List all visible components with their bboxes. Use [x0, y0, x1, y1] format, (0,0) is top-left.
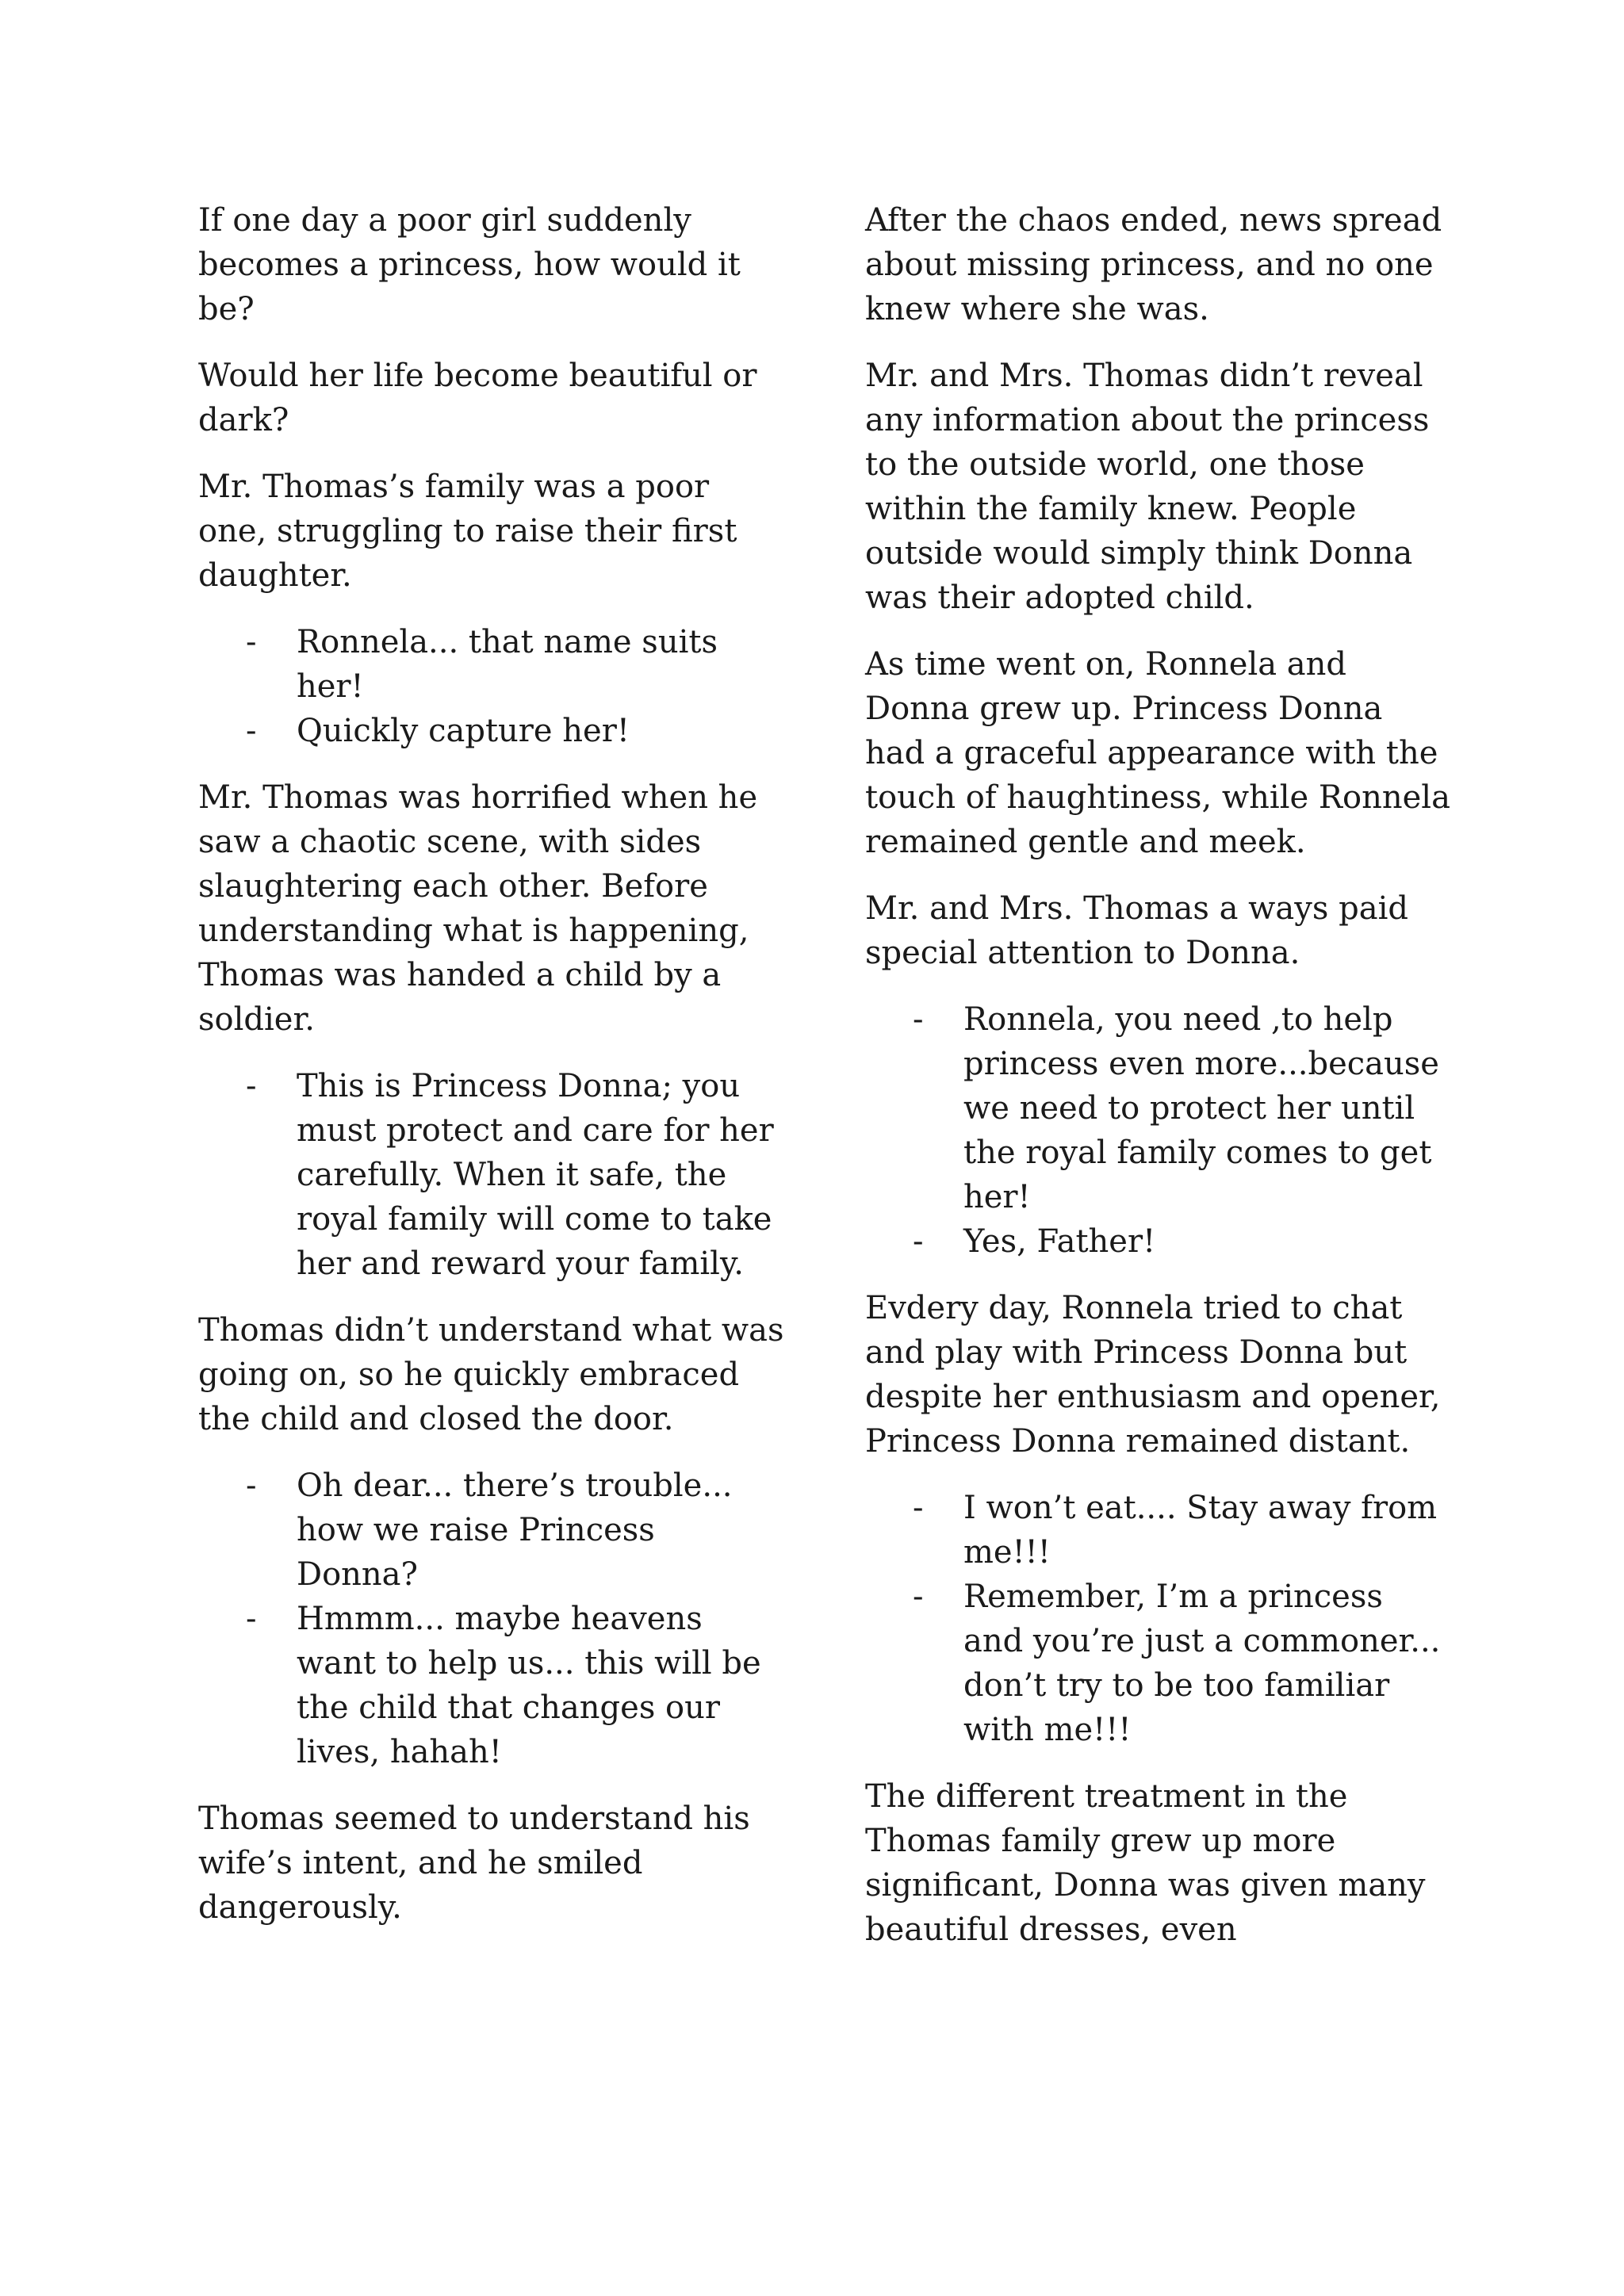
dialogue-text: Ronnela, you need ,to help princess even more...because we need to protect her until the royal family comes to get her! — [963, 1001, 1439, 1215]
dialogue-line — [865, 997, 1452, 1219]
dialogue-text: Remember, I’m a princess and you’re just a commoner... don’t try to be too familiar with me!!! — [963, 1578, 1441, 1748]
dialogue-line — [198, 620, 785, 709]
paragraph: The different treatment in the Thomas family grew up more significant, Donna was given many beautiful dresses, even — [865, 1778, 1426, 1948]
dash-bullet: - — [913, 1001, 924, 1038]
dialogue-list — [865, 1486, 1452, 1752]
dialogue-line — [198, 1597, 785, 1774]
dialogue-line — [198, 709, 785, 753]
paragraph: Would her life become beautiful or dark? — [198, 358, 757, 438]
dialogue-text: Hmmm... maybe heavens want to help us... this will be the child that changes our lives, hahah! — [297, 1601, 761, 1770]
dash-bullet: - — [913, 1223, 924, 1260]
paragraph: Thomas didn’t understand what was going on, so he quickly embraced the child and closed the door. — [198, 1312, 784, 1437]
dialogue-text: Ronnela... that name suits her! — [297, 624, 718, 705]
dialogue-list — [198, 620, 785, 753]
dialogue-line — [865, 1486, 1452, 1575]
dialogue-list — [865, 997, 1452, 1264]
dialogue-text: Oh dear... there’s trouble... how we raise Princess Donna? — [297, 1468, 733, 1593]
dash-bullet: - — [913, 1578, 924, 1615]
paragraph: Mr. Thomas was horrified when he saw a chaotic scene, with sides slaughtering each other. Before understanding what is happening, Thomas was handed a child by a soldier. — [198, 779, 758, 1038]
dash-bullet: - — [246, 1468, 257, 1504]
paragraph: Thomas seemed to understand his wife’s intent, and he smiled dangerously. — [198, 1800, 750, 1926]
dialogue-list — [198, 1064, 785, 1286]
dialogue-text: Yes, Father! — [963, 1223, 1156, 1260]
paragraph: Evdery day, Ronnela tried to chat and play with Princess Donna but despite her enthusiasm and opener, Princess Donna remained distant. — [865, 1290, 1441, 1460]
dash-bullet: - — [246, 713, 257, 749]
paragraph: Mr. Thomas’s family was a poor one, struggling to raise their first daughter. — [198, 469, 737, 594]
dialogue-line — [198, 1464, 785, 1597]
paragraph: Mr. and Mrs. Thomas didn’t reveal any information about the princess to the outside world, one those within the family knew. People outside would simply think Donna was their adopted child. — [865, 358, 1430, 616]
dash-bullet: - — [913, 1490, 924, 1526]
paragraph: As time went on, Ronnela and Donna grew up. Princess Donna had a graceful appearance with the touch of haughtiness, while Ronnela remained gentle and meek. — [865, 646, 1450, 860]
dialogue-text: I won’t eat.... Stay away from me!!! — [963, 1490, 1438, 1571]
paragraph: After the chaos ended, news spread about missing princess, and no one knew where she was. — [865, 202, 1442, 327]
paragraph: If one day a poor girl suddenly becomes a princess, how would it be? — [198, 202, 741, 327]
dash-bullet: - — [246, 1601, 257, 1637]
dash-bullet: - — [246, 1068, 257, 1104]
paragraph: Mr. and Mrs. Thomas a ways paid special attention to Donna. — [865, 890, 1408, 971]
dialogue-line — [198, 1064, 785, 1286]
dialogue-list — [198, 1464, 785, 1774]
dash-bullet: - — [246, 624, 257, 660]
dialogue-line — [865, 1575, 1452, 1752]
dialogue-line — [865, 1219, 1452, 1264]
dialogue-text: Quickly capture her! — [297, 713, 630, 749]
left-column — [198, 198, 785, 1952]
dialogue-text: This is Princess Donna; you must protect and care for her carefully. When it safe, the royal family will come to take her and reward your family. — [297, 1068, 774, 1282]
right-column — [865, 198, 1452, 1974]
